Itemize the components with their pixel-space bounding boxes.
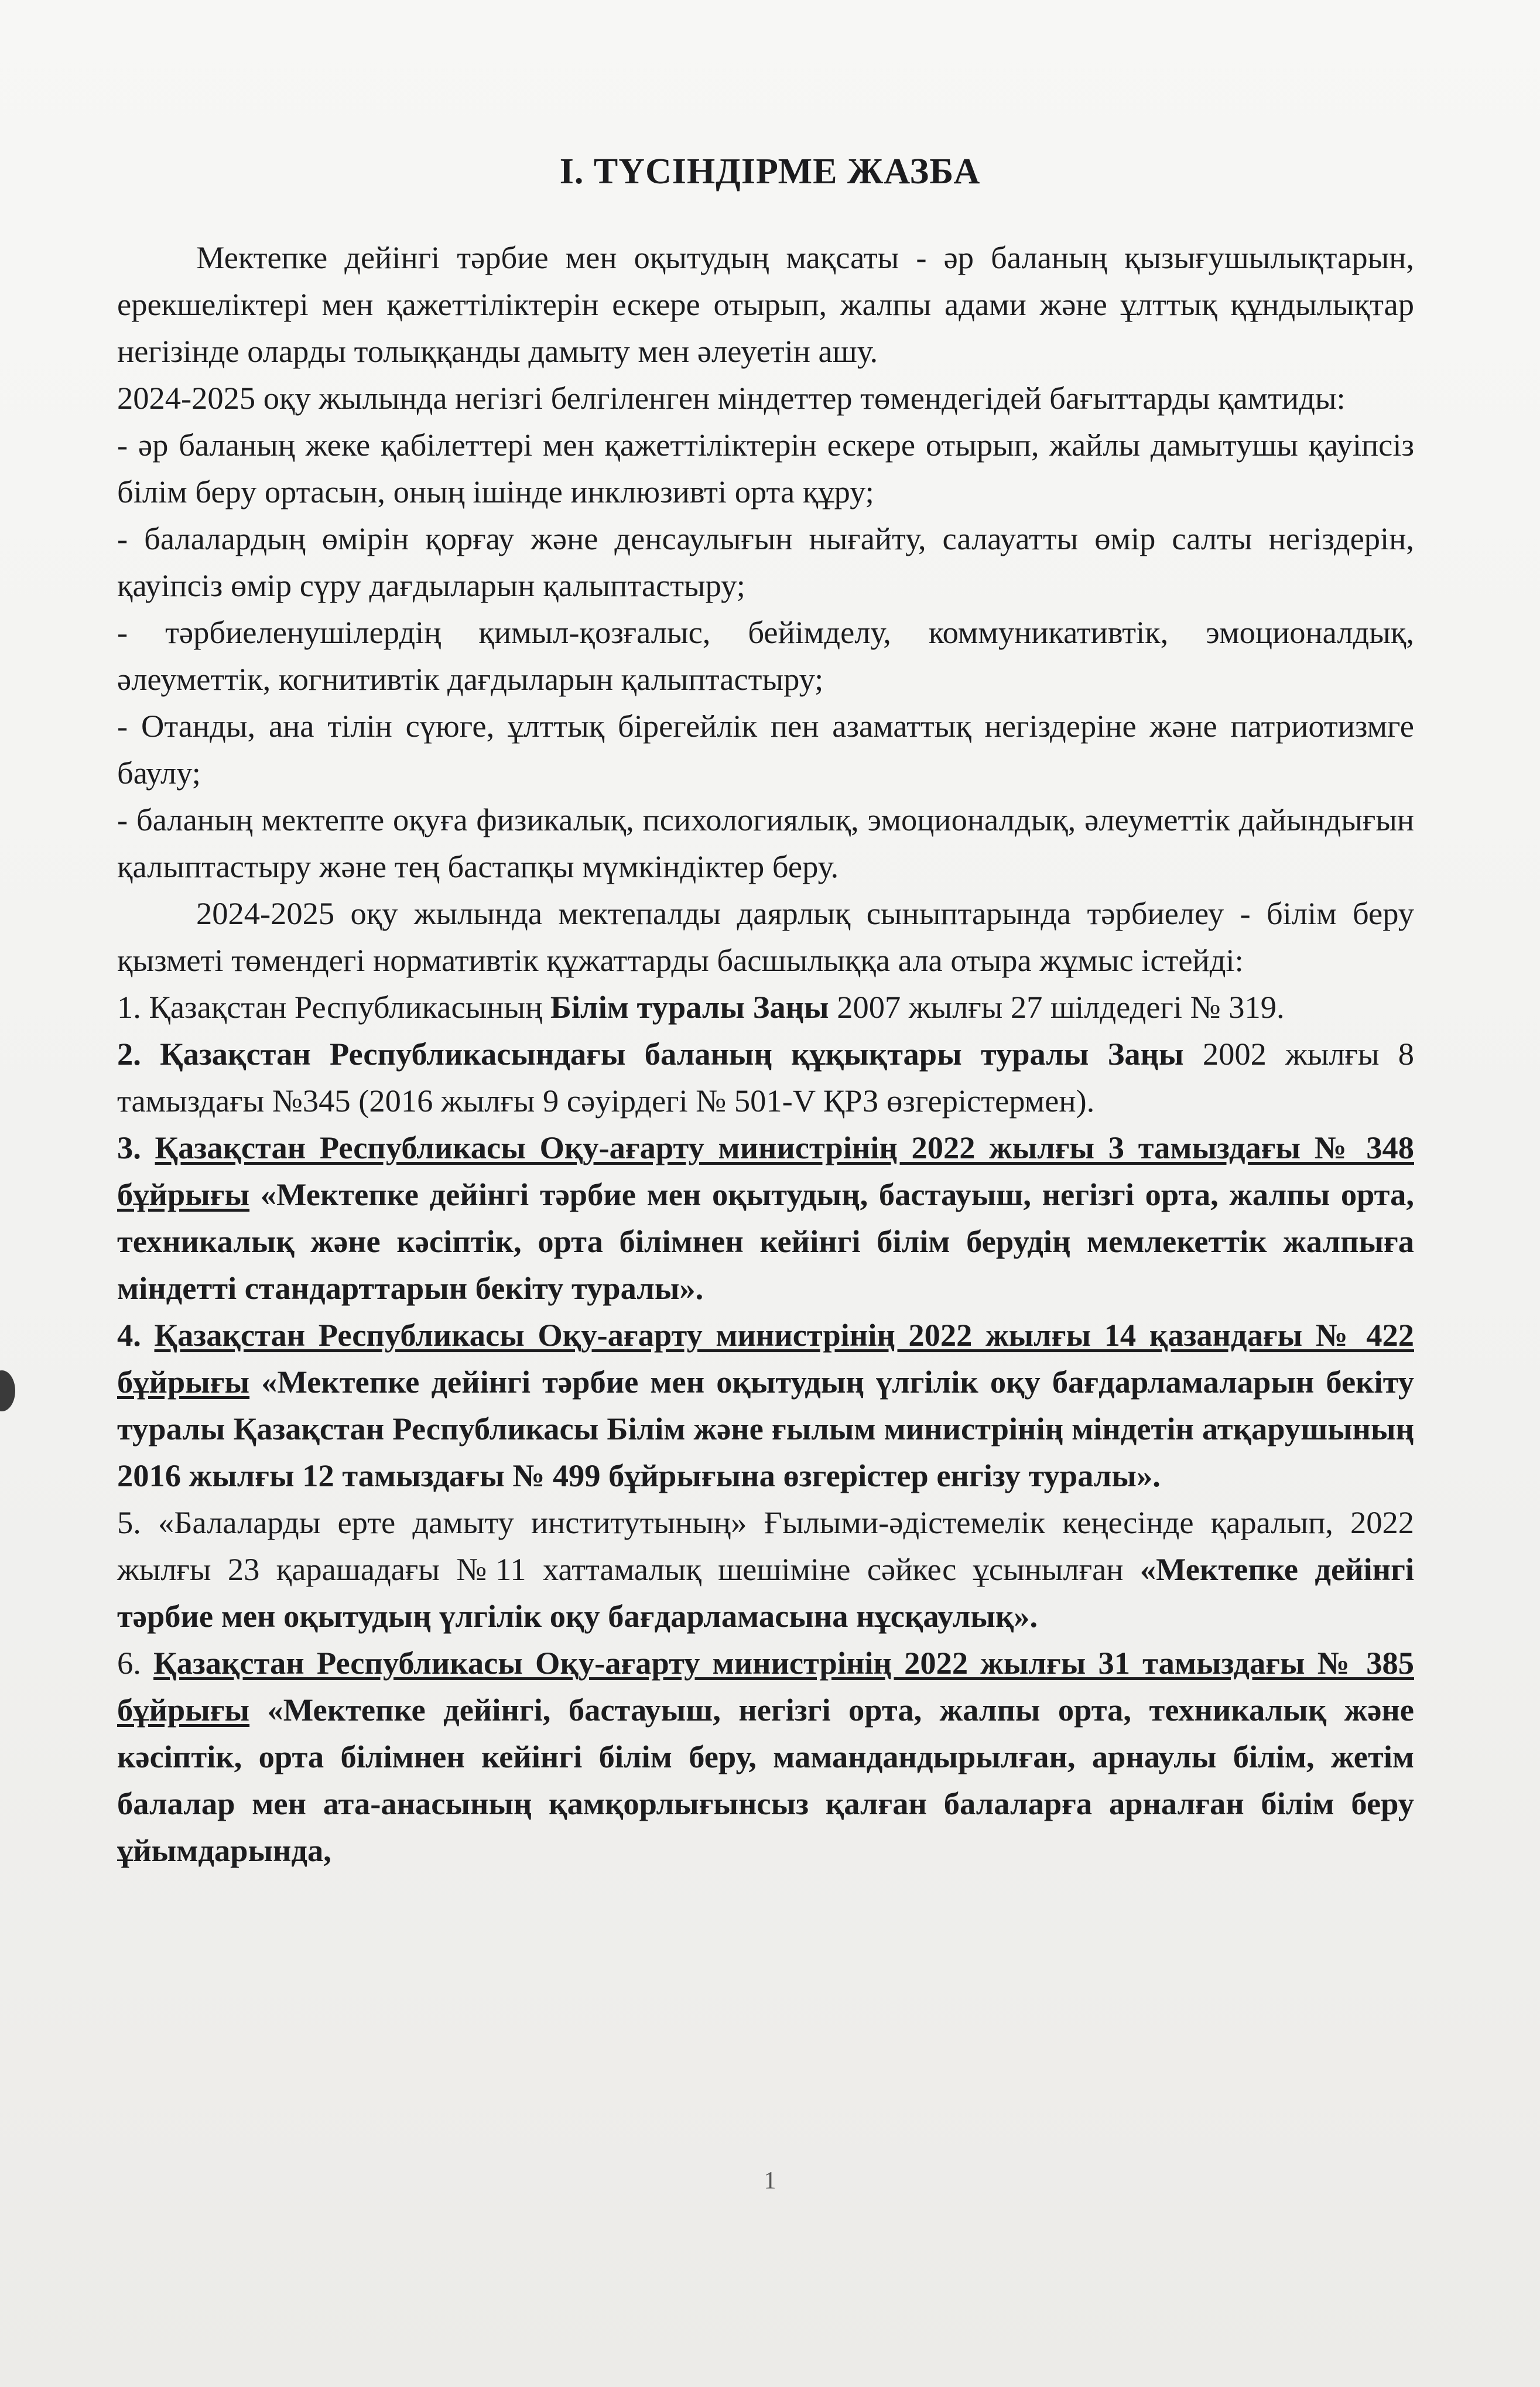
regulation-item-3 (117, 1124, 1414, 1312)
item-text: Қазақстан Республикасының (149, 989, 543, 1025)
item-number: 2. (117, 1036, 141, 1072)
item-underlined-text: Қазақстан Республикасы Оқу-ағарту министрінің 2022 жылғы 3 тамыздағы № 348 бұйрығы (117, 1130, 1414, 1212)
regulation-item-4 (117, 1312, 1414, 1499)
intro-paragraph: Мектепке дейінгі тәрбие мен оқытудың мақсаты - әр баланың қызығушылықтарын, ерекшеліктері мен қажеттіліктерін ескере отырып, жалпы адами және ұлттық құндылықтар негізінде оларды толыққанды дамыту мен әлеуетін ашу. (117, 240, 1414, 369)
item-number: 4. (117, 1317, 141, 1353)
item-bold-text: «Мектепке дейінгі тәрбие мен оқытудың үлгілік оқу бағдарламасына нұсқаулық». (117, 1551, 1414, 1634)
item-bold-text: «Мектепке дейінгі, бастауыш, негізгі орта, жалпы орта, техникалық және кәсіптік, орта білімнен кейінгі білім беру, мамандандырылған, арнаулы білім, жетім балалар мен ата-анасының қамқорлығынсыз қалған балаларға арналған білім беру ұйымдарында, (117, 1692, 1414, 1868)
tasks-intro: 2024-2025 оқу жылында негізгі белгіленген міндеттер төмендегідей бағыттарды қамтиды: (117, 380, 1346, 416)
task-item: - баланың мектепте оқуға физикалық, психологиялық, эмоционалдық, әлеуметтік дайындығын қалыптастыру және тең бастапқы мүмкіндіктер беру. (117, 802, 1414, 884)
page-number: 1 (764, 2167, 776, 2194)
regulation-item-6 (117, 1640, 1414, 1874)
regulation-item-5 (117, 1499, 1414, 1640)
item-number: 3. (117, 1130, 141, 1165)
item-number: 6. (117, 1645, 141, 1681)
item-text: «Балаларды ерте дамыту институтының» Ғылыми-әдістемелік кеңесінде қаралып, 2022 жылғы 23 қарашадағы №11 хаттамалық шешіміне сәйкес ұсынылған (117, 1504, 1415, 1587)
page-title: I. ТҮСІНДІРМЕ ЖАЗБА (559, 152, 981, 191)
item-text: 2002 жылғы 8 тамыздағы №345 (2016 жылғы 9 сәуірдегі № 501-V ҚРЗ өзгерістермен). (117, 1036, 1415, 1119)
item-text: 2007 жылғы 27 шілдедегі № 319. (837, 989, 1285, 1025)
documents-intro: 2024-2025 оқу жылында мектепалды даярлық сыныптарында тәрбиелеу - білім беру қызметі төмендегі нормативтік құжаттарды басшылыққа ала отыра жұмыс істейді: (117, 895, 1414, 978)
task-item: - балалардың өмірін қорғау және денсаулығын нығайту, салауатты өмір салты негіздерін, қауіпсіз өмір сүру дағдыларын қалыптастыру; (117, 521, 1414, 603)
task-item: - әр баланың жеке қабілеттері мен қажеттіліктерін ескере отырып, жайлы дамытушы қауіпсіз білім беру ортасын, оның ішінде инклюзивті орта құру; (117, 427, 1414, 509)
item-bold-text: Білім туралы Заңы (550, 989, 829, 1025)
item-bold-text: «Мектепке дейінгі тәрбие мен оқытудың, бастауыш, негізгі орта, жалпы орта, техникалық және кәсіптік, орта білімнен кейінгі білім берудің мемлекеттік жалпыға міндетті стандарттарын бекіту туралы». (117, 1177, 1414, 1306)
task-item: - тәрбиеленушілердің қимыл-қозғалыс, бейімделу, коммуникативтік, эмоционалдық, әлеуметтік, когнитивтік дағдыларын қалыптастыру; (117, 614, 1414, 697)
regulation-item-2 (117, 1031, 1414, 1124)
item-bold-text: Қазақстан Республикасындағы баланың құқықтары туралы Заңы (160, 1036, 1184, 1072)
punch-hole (0, 1370, 15, 1411)
item-bold-text: «Мектепке дейінгі тәрбие мен оқытудың үлгілік оқу бағдарламаларын бекіту туралы Қазақстан Республикасы Білім және ғылым министрінің міндетін атқарушының 2016 жылғы 12 тамыздағы № 499 бұйрығына өзгерістер енгізу туралы». (117, 1364, 1414, 1493)
item-underlined-text: Қазақстан Республикасы Оқу-ағарту министрінің 2022 жылғы 31 тамыздағы № 385 бұйрығы (117, 1645, 1414, 1728)
item-number: 1. (117, 989, 141, 1025)
regulation-item-1 (117, 984, 1414, 1031)
item-underlined-text: Қазақстан Республикасы Оқу-ағарту министрінің 2022 жылғы 14 қазандағы № 422 бұйрығы (117, 1317, 1414, 1400)
task-item: - Отанды, ана тілін сүюге, ұлттық бірегейлік пен азаматтық негіздеріне және патриотизмге баулу; (117, 708, 1414, 791)
document-body (117, 234, 1414, 1874)
item-number: 5. (117, 1504, 141, 1540)
